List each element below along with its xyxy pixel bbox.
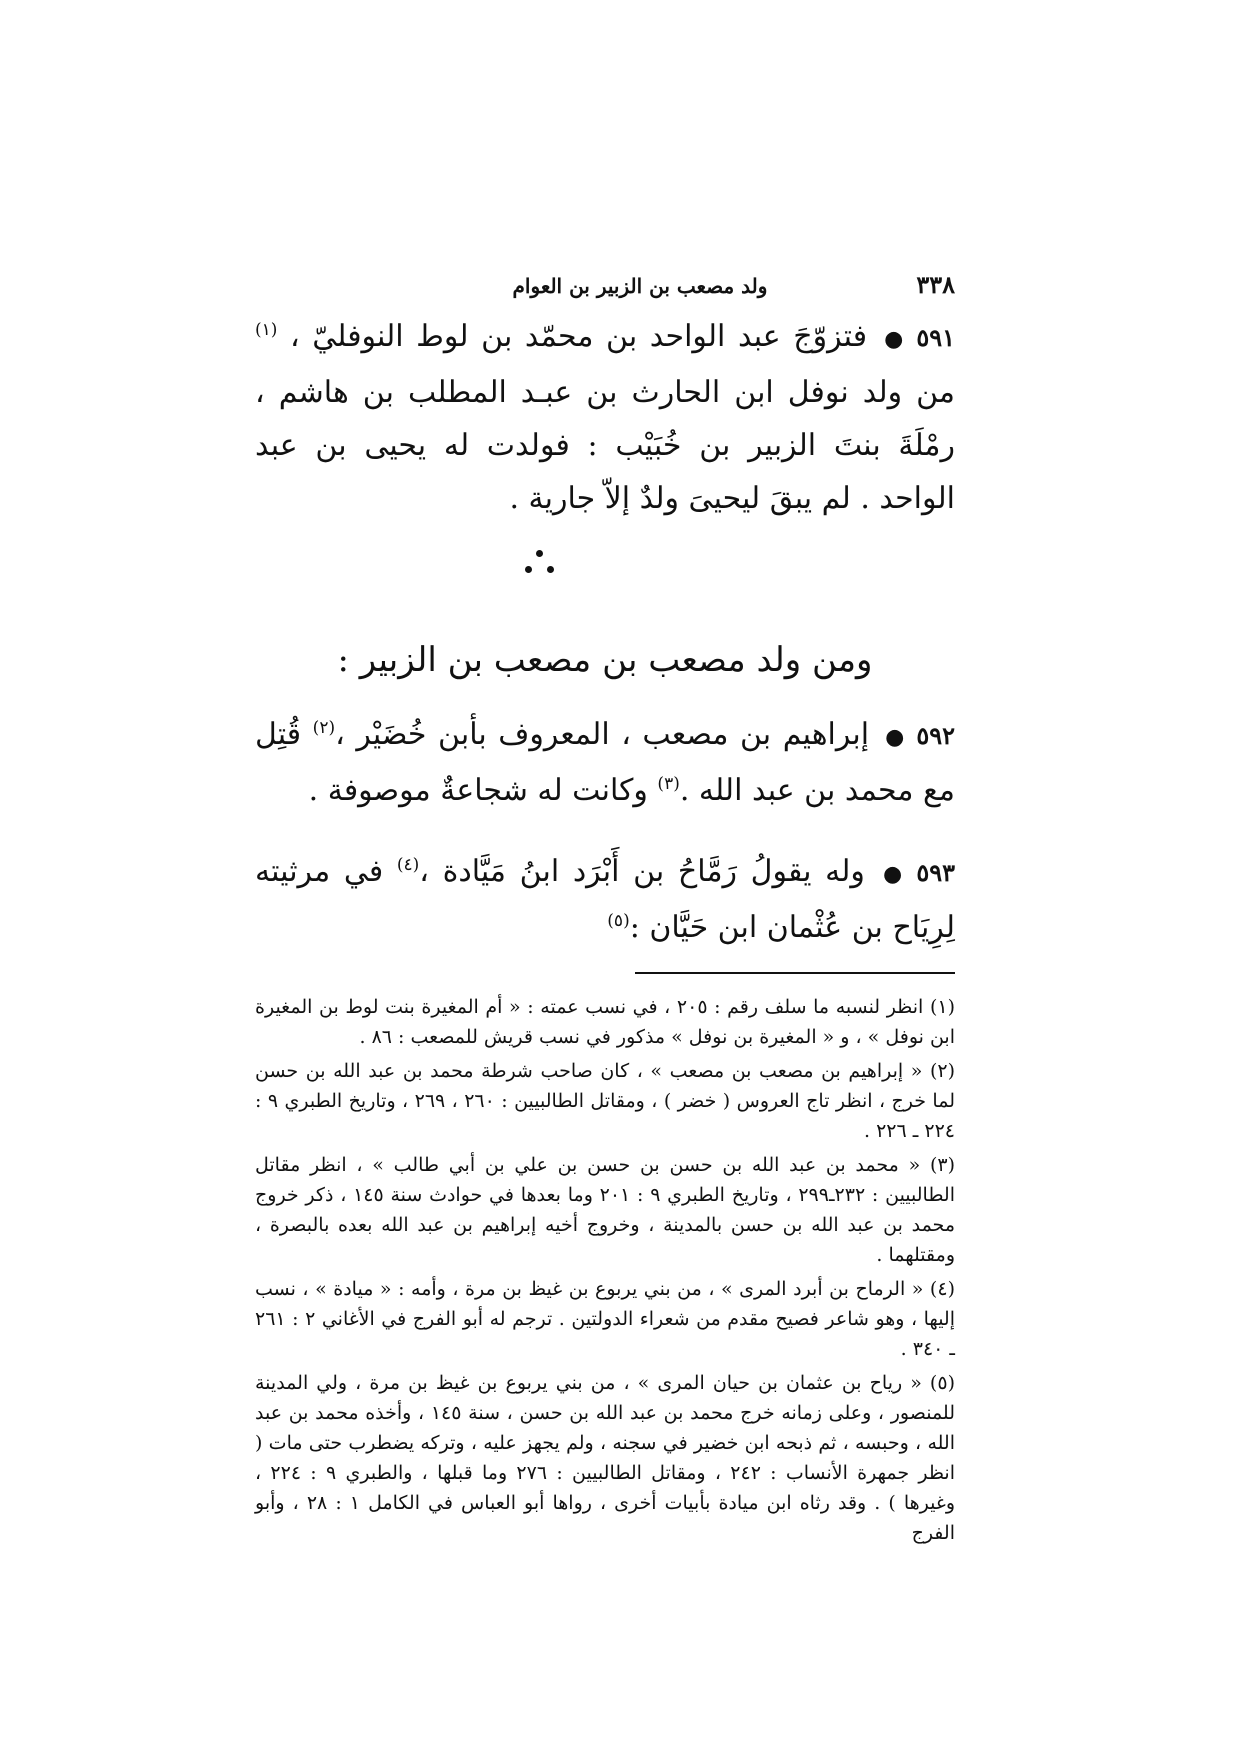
asterism-divider <box>255 540 955 620</box>
entry-text: في مرثيته لِرِيَاح بن عُثْمان ابن حَيَّان : <box>255 854 955 945</box>
bullet-icon: ● <box>881 327 907 352</box>
footnote-ref: (١) <box>255 320 278 340</box>
entry-593 <box>255 845 955 954</box>
footnote-3: (٣) « محمد بن عبد الله بن حسن بن حسن بن علي بن أبي طالب » ، انظر مقاتل الطالبيين : ٢٣٢ـ٢٩٩ ، وتاريخ الطبري ٩ : ٢٠١ وما بعدها في حوادث سنة ١٤٥ ، ذكر خروج محمد بن عبد الله بن حسن بالمدينة ، وخروج أخيه إبراهيم بن عبد الله بعده بالبصرة ، ومقتلهما . <box>255 1154 955 1266</box>
bullet-icon: ● <box>878 862 907 887</box>
entry-591 <box>255 310 955 525</box>
entry-text: إبراهيم بن مصعب ، المعروف بأبن خُضَيْر ، <box>335 717 870 752</box>
footnotes <box>255 992 955 1548</box>
bullet-icon: ● <box>883 725 907 750</box>
running-title: ولد مصعب بن الزبير بن العوام <box>512 274 768 298</box>
spacer <box>255 817 955 845</box>
entry-592 <box>255 708 955 817</box>
footnote-5: (٥) « رياح بن عثمان بن حيان المرى » ، من بني يربوع بن غيظ بن مرة ، ولي المدينة للمنصور ، وعلى زمانه خرج محمد بن عبد الله بن حسن ، سنة ١٤٥ ، وأخذه محمد بن عبد الله ، وحبسه ، ثم ذبحه ابن خضير في سجنه ، ولم يجهز عليه ، وتركه يضطرب حتى مات ( انظر جمهرة الأنساب : ٢٤٢ ، ومقاتل الطالبيين : ٢٧٦ وما قبلها ، والطبري ٩ : ٢٢٤ ، وغيرها ) . وقد رثاه ابن ميادة بأبيات أخرى ، رواها أبو العباس في الكامل ١ : ٢٨ ، وأبو الفرج <box>255 1372 956 1544</box>
entry-number: ٥٩٣ <box>916 858 956 887</box>
entry-text: فتزوّجَ عبد الواحد بن محمّد بن لوط النوفليّ ، <box>290 319 868 354</box>
footnote-ref: (٢) <box>312 718 336 738</box>
entry-number: ٥٩١ <box>916 323 956 352</box>
section-heading: ومن ولد مصعب بن مصعب بن الزبير : <box>337 640 873 680</box>
entry-text: من ولد نوفل ابن الحارث بن عبـد المطلب بن هاشم ، رمْلَةَ بنتَ الزبير بن خُبَيْب : فولدت له يحيى بن عبد الواحد . لم يبقَ ليحيىَ ولدٌ إلاّ جارية . <box>255 375 955 516</box>
entry-number: ٥٩٢ <box>916 721 955 750</box>
page-number: ٣٣٨ <box>916 270 955 299</box>
footnote-ref: (٣) <box>657 774 680 794</box>
footnote-ref: (٥) <box>607 911 630 931</box>
footnote-1: (١) انظر لنسبه ما سلف رقم : ٢٠٥ ، في نسب عمته : « أم المغيرة بنت لوط بن المغيرة ابن نوفل » ، و « المغيرة بن نوفل » مذكور في نسب قريش للمصعب : ٨٦ . <box>255 996 955 1048</box>
footnote-ref: (٤) <box>396 855 420 875</box>
footnote-divider <box>635 972 955 974</box>
book-page <box>255 270 955 1552</box>
footnote-4: (٤) « الرماح بن أبرد المرى » ، من بني يربوع بن غيظ بن مرة ، وأمه : « ميادة » ، نسب إليها ، وهو شاعر فصيح مقدم من شعراء الدولتين . ترجم له أبو الفرج في الأغاني ٢ : ٢٦١ ـ ٣٤٠ . <box>255 1278 955 1360</box>
page-header <box>255 270 955 310</box>
footnote-2: (٢) « إبراهيم بن مصعب بن مصعب » ، كان صاحب شرطة محمد بن عبد الله بن حسن لما خرج ، انظر تاج العروس ( خضر ) ، ومقاتل الطالبيين : ٢٦٠ ، ٢٦٩ ، وتاريخ الطبري ٩ : ٢٢٤ ـ ٢٢٦ . <box>255 1060 955 1142</box>
entry-text: قُتِل مع محمد بن عبد الله . <box>255 717 955 808</box>
entry-text: وكانت له شجاعةٌ موصوفة . <box>308 773 648 808</box>
entry-text: وله يقولُ رَمَّاحُ بن أَبْرَد ابنُ مَيَّادة ، <box>419 854 865 889</box>
